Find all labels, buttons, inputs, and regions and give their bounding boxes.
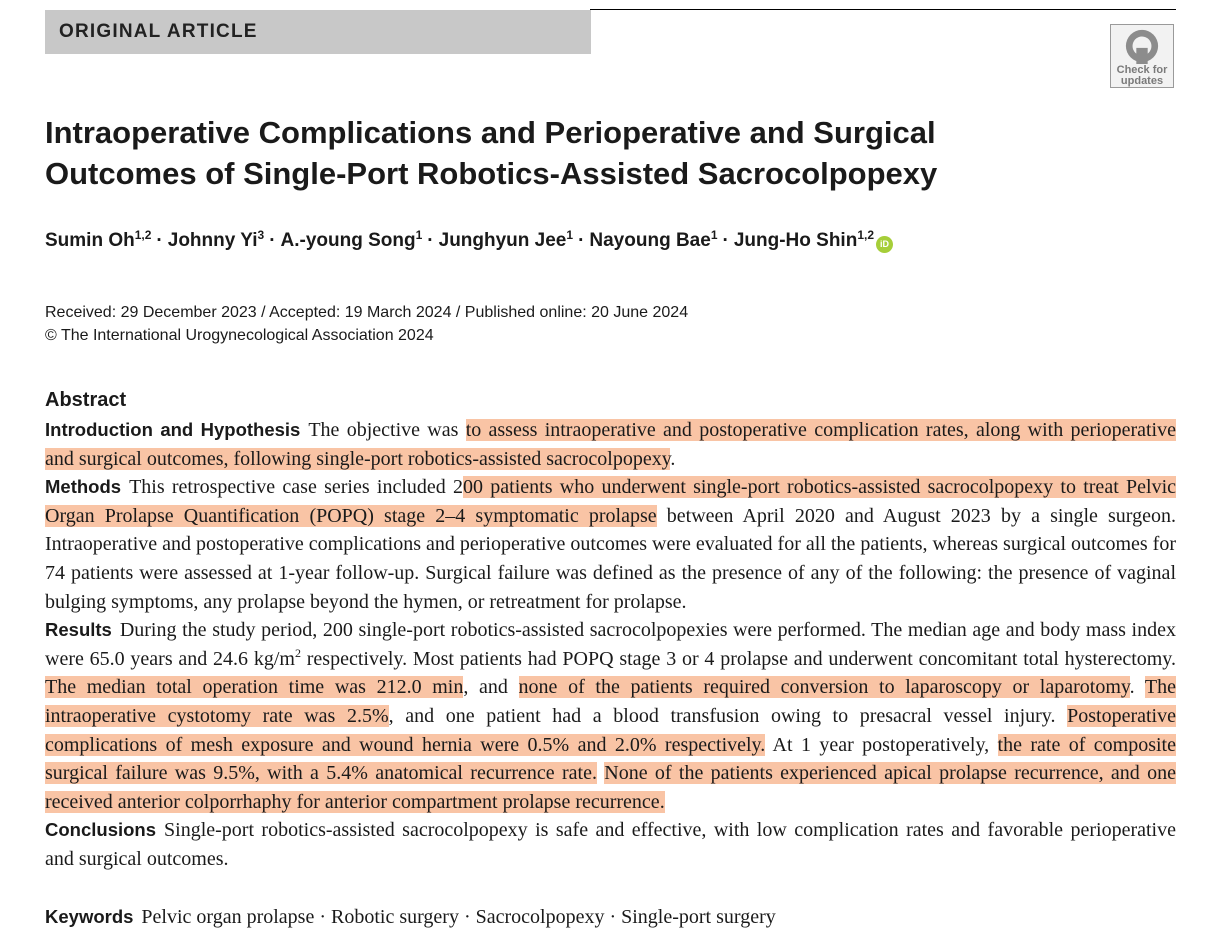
keywords [45, 903, 1176, 931]
abstract-conclusions: Conclusions Single-port robotics-assisted sacrocolpopexy is safe and effective, with low complication rates and favorable perioperative and surgical outcomes. [45, 819, 1176, 870]
results-label: Results [45, 619, 112, 641]
author-separator: · [578, 230, 585, 251]
check-for-updates-label [1117, 65, 1168, 87]
check-line1: Check for [1116, 64, 1168, 76]
crossmark-icon [1123, 28, 1161, 64]
check-line2: updates [1120, 75, 1164, 87]
author-separator: · [427, 230, 434, 251]
abstract-results: Results During the study period, 200 single-port robotics-assisted sacrocolpopexies were performed. The median age and body mass index were 65.0 years and 24.6 $kg/m^2$ respectively. Most patients had POPQ stage 3 or 4 prolapse and underwent concomitant total hysterectomy. The median total operation time was 212.0 min, and none of the patients required conversion to laparoscopy or laparotomy. The intraoperative cystotomy rate was 2.5%, and one patient had a blood transfusion owing to presacral vessel injury. Postoperative complications of mesh exposure and wound hernia were 0.5% and 2.0% respectively. At 1 year postoperatively, the rate of composite surgical failure was 9.5%, with a 5.4% anatomical recurrence rate. None of the patients experienced apical prolapse recurrence, and one received anterior colporrhaphy for anterior compartment prolapse recurrence. [45, 619, 1177, 813]
author-name[interactable]: Johnny Yi$^3$ [167, 228, 265, 251]
author-name[interactable]: Junghyun Jee$^1$ [438, 228, 574, 251]
article-title [45, 112, 1045, 194]
title-line2: Outcomes of Single-Port Robotics-Assisted Sacrocolpopexy [45, 156, 938, 191]
author-name[interactable]: Jung-Ho Shin$^{1,2}$ [733, 228, 874, 251]
top-rule [590, 9, 1176, 10]
article-type-banner [45, 10, 591, 54]
author-separator: · [722, 230, 729, 251]
title-line1: Intraoperative Complications and Perioperative and Surgical [45, 115, 936, 150]
author-name[interactable]: Sumin Oh$^{1,2}$ [45, 228, 152, 251]
highlight: Postoperative complications of mesh exposure and wound hernia were 0.5% and 2.0% respectively. [45, 704, 1176, 756]
conclusions-label: Conclusions [45, 819, 157, 841]
highlight: to assess intraoperative and postoperative complication rates, along with perioperative and surgical outcomes, following single-port robotics-assisted sacrocolpopexy [45, 419, 1176, 470]
article-type-label: ORIGINAL ARTICLE [59, 21, 258, 42]
highlight: the rate of composite surgical failure was 9.5%, with a 5.4% anatomical recurrence rate. [45, 733, 1176, 785]
abstract-intro: Introduction and Hypothesis The objective was to assess intraoperative and postoperative complication rates, along with perioperative and surgical outcomes, following single-port robotics-assisted sacrocolpopexy. [45, 419, 1176, 470]
orcid-icon[interactable]: iD [876, 236, 893, 253]
publication-dates [45, 301, 688, 347]
abstract-methods: Methods This retrospective case series included 200 patients who underwent single-port robotics-assisted sacrocolpopexy to treat Pelvic Organ Prolapse Quantification (POPQ) stage 2–4 symptomatic prolapse between April 2020 and August 2023 by a single surgeon. Intraoperative and postoperative complications and perioperative outcomes were evaluated for all the patients, whereas surgical outcomes for 74 patients were assessed at 1-year follow-up. Surgical failure was defined as the presence of any of the following: the presence of vaginal bulging symptoms, any prolapse beyond the hymen, or retreatment for prolapse. [45, 476, 1176, 613]
keywords-text: Pelvic organ prolapse · Robotic surgery · Sacrocolpopexy · Single-port surgery [141, 906, 776, 928]
dates-line: Received: 29 December 2023 / Accepted: 19 March 2024 / Published online: 20 June 2024 [45, 304, 689, 321]
highlight: none of the patients required conversion to laparoscopy or laparotomy [518, 676, 1130, 699]
keywords-label: Keywords [45, 906, 134, 927]
highlight: The median total operation time was 212.0 min [45, 676, 464, 699]
author-name[interactable]: A.-young Song$^1$ [280, 228, 423, 251]
author-name[interactable]: Nayoung Bae$^1$ [589, 228, 718, 251]
methods-label: Methods [45, 476, 122, 498]
highlight: 00 patients who underwent single-port robotics-assisted sacrocolpopexy to treat Pelvic Organ Prolapse Quantification (POPQ) stage 2–4 symptomatic prolapse [45, 476, 1176, 527]
author-separator: · [269, 230, 276, 251]
highlight: None of the patients experienced apical prolapse recurrence, and one received anterior colporrhaphy for anterior compartment prolapse recurrence. [45, 762, 1177, 813]
author-separator: · [156, 230, 163, 251]
abstract-heading: Abstract [45, 389, 127, 411]
intro-label: Introduction and Hypothesis [45, 419, 301, 440]
abstract-body [45, 416, 1176, 874]
check-for-updates-button[interactable] [1110, 24, 1174, 88]
copyright-line: © The International Urogynecological Association 2024 [45, 327, 434, 344]
highlight: The intraoperative cystotomy rate was 2.5% [45, 676, 1176, 727]
author-list [45, 230, 893, 252]
